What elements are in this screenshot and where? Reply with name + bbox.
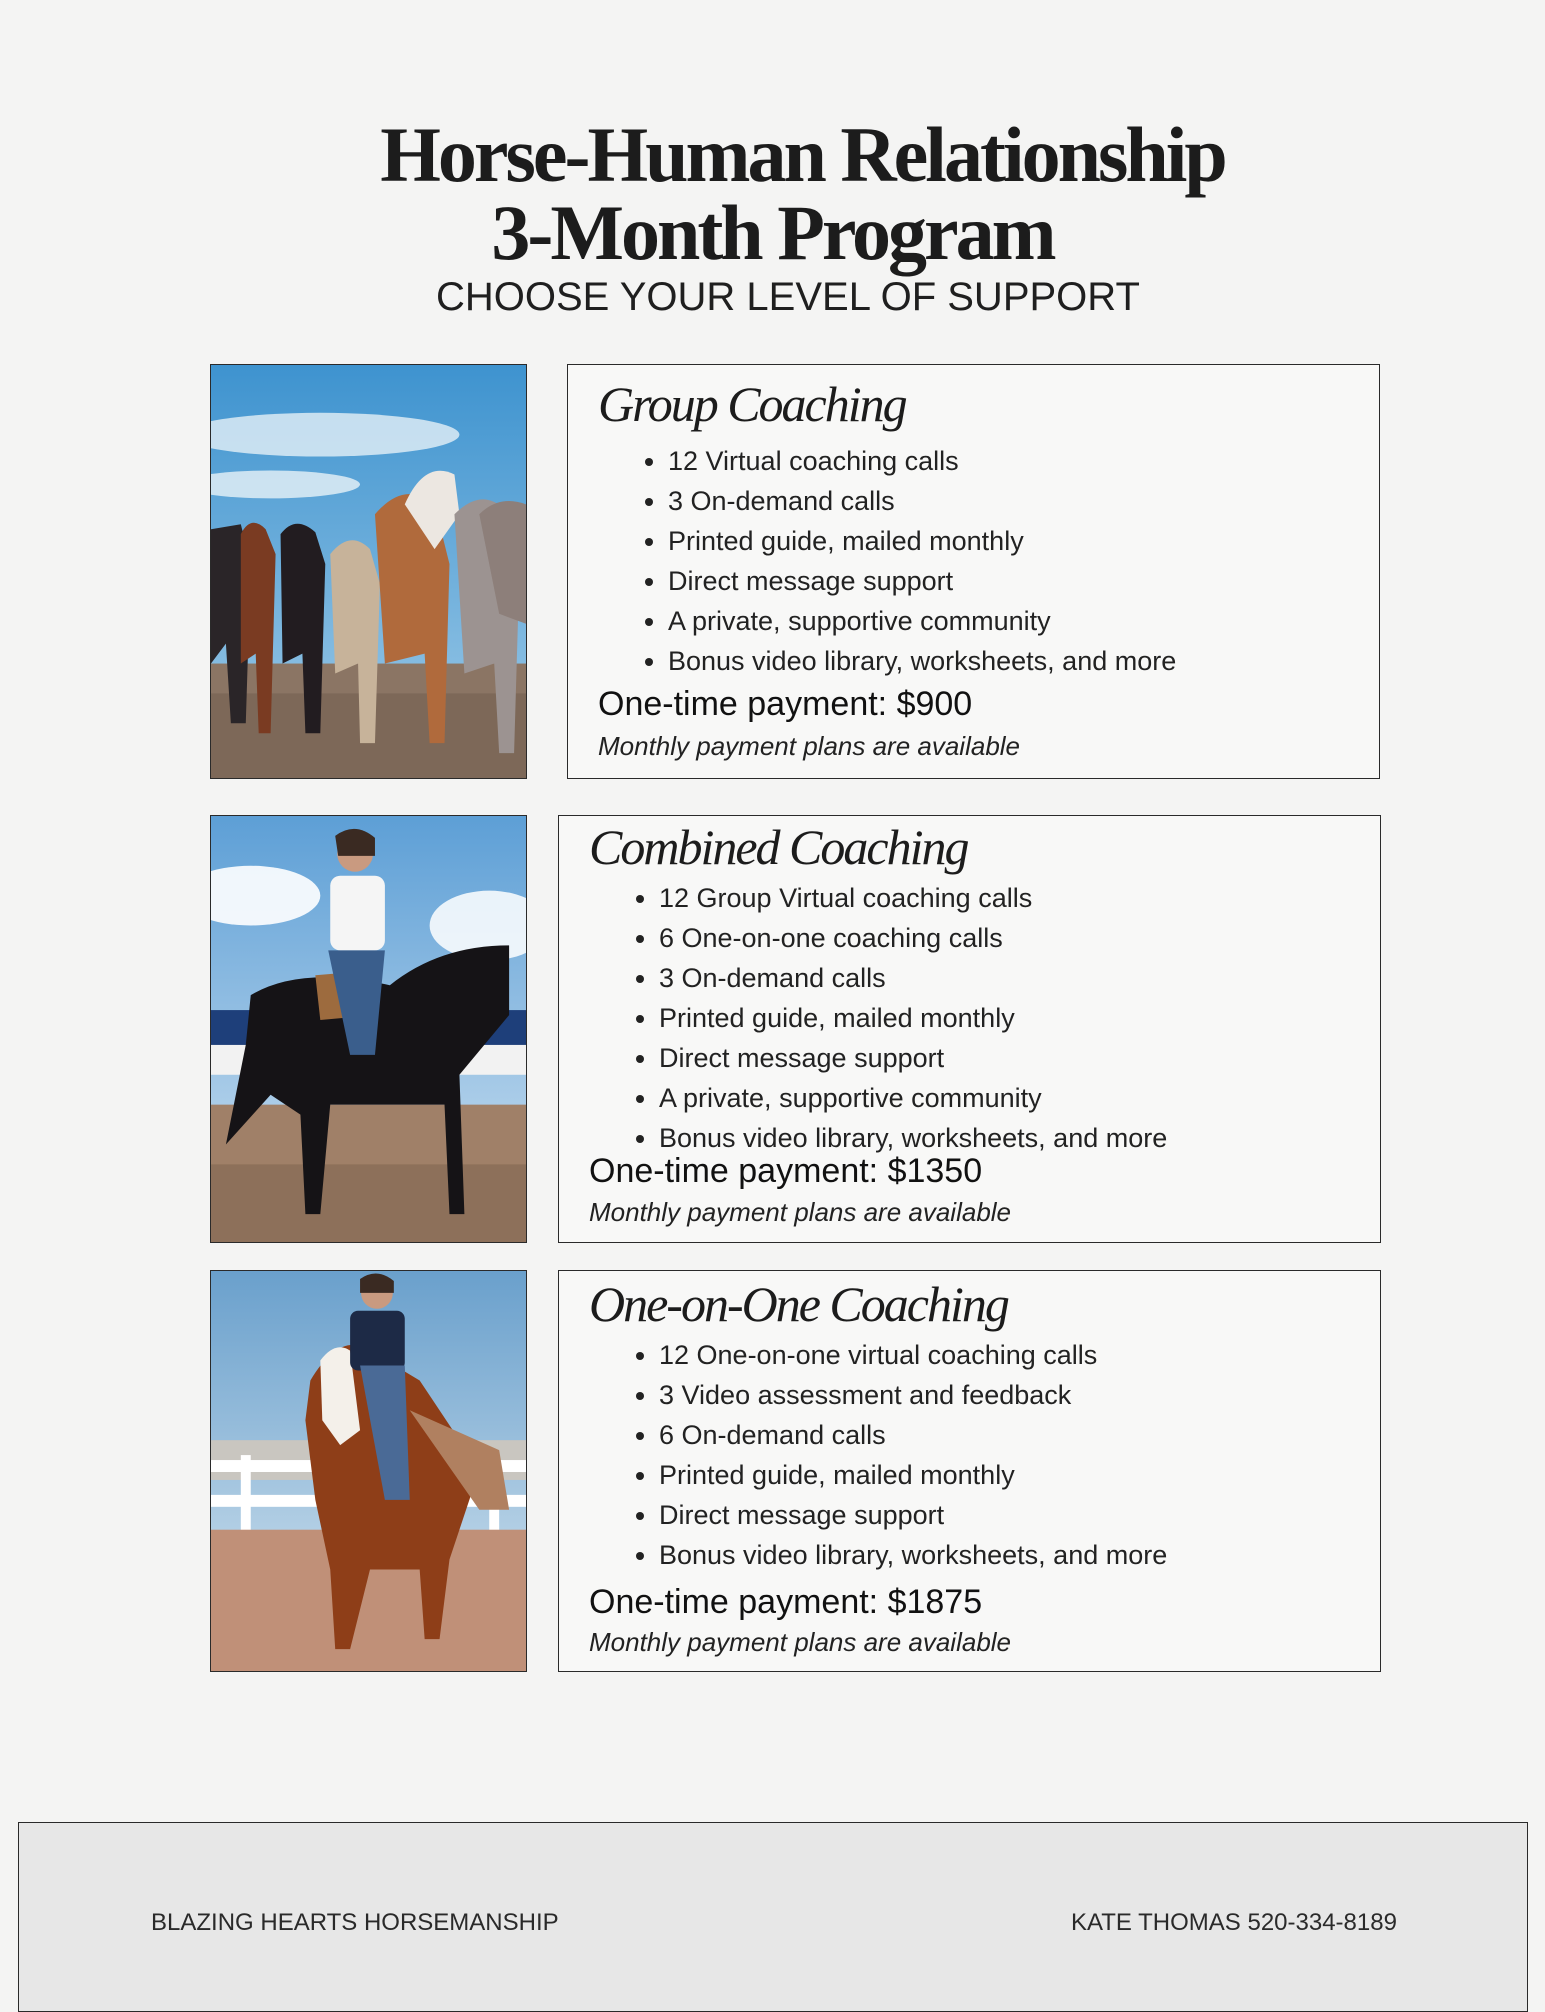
payment-plan-note: Monthly payment plans are available xyxy=(598,731,1021,761)
list-item: • 6 One-on-one coaching calls xyxy=(659,918,1167,958)
list-item: • Bonus video library, worksheets, and more xyxy=(659,1118,1167,1158)
program-card-one-on-one xyxy=(558,1270,1381,1672)
program-title: Group Coaching xyxy=(598,376,906,432)
footer xyxy=(18,1822,1528,2012)
rider-black-horse-photo xyxy=(210,815,527,1243)
list-item: • Printed guide, mailed monthly xyxy=(668,521,1176,561)
list-item: • Bonus video library, worksheets, and more xyxy=(659,1535,1167,1575)
payment-plan-note: Monthly payment plans are available xyxy=(589,1627,1012,1657)
contact-info: KATE THOMAS 520-334-8189 xyxy=(1071,1909,1397,1936)
page-title-line2: 3-Month Program xyxy=(491,189,1054,276)
list-item: • Direct message support xyxy=(668,561,1176,601)
payment-plan-note: Monthly payment plans are available xyxy=(589,1197,1012,1227)
list-item: • 3 Video assessment and feedback xyxy=(659,1375,1167,1415)
price-label: One-time payment: $900 xyxy=(598,685,973,723)
list-item: • A private, supportive community xyxy=(659,1078,1167,1118)
rider-paint-horse-photo xyxy=(210,1270,527,1672)
price-label: One-time payment: $1350 xyxy=(589,1152,983,1190)
group-horses-photo xyxy=(210,364,527,779)
feature-list xyxy=(638,441,1176,681)
program-card-group xyxy=(567,364,1380,779)
list-item: • 6 On-demand calls xyxy=(659,1415,1167,1455)
list-item: • Printed guide, mailed monthly xyxy=(659,1455,1167,1495)
program-title: One-on-One Coaching xyxy=(589,1276,1008,1332)
business-name: BLAZING HEARTS HORSEMANSHIP xyxy=(151,1909,559,1936)
list-item: • Printed guide, mailed monthly xyxy=(659,998,1167,1038)
list-item: • Bonus video library, worksheets, and more xyxy=(668,641,1176,681)
list-item: • 12 One-on-one virtual coaching calls xyxy=(659,1335,1167,1375)
feature-list xyxy=(629,1335,1167,1575)
page-title: Horse-Human Relationship xyxy=(380,111,1225,198)
list-item: • Direct message support xyxy=(659,1495,1167,1535)
list-item: • 12 Group Virtual coaching calls xyxy=(659,878,1167,918)
program-card-combined xyxy=(558,815,1381,1243)
list-item: • 3 On-demand calls xyxy=(659,958,1167,998)
feature-list xyxy=(629,878,1167,1158)
list-item: • 3 On-demand calls xyxy=(668,481,1176,521)
page-subtitle: CHOOSE YOUR LEVEL OF SUPPORT xyxy=(436,275,1140,319)
list-item: • 12 Virtual coaching calls xyxy=(668,441,1176,481)
program-title: Combined Coaching xyxy=(589,819,968,875)
list-item: • Direct message support xyxy=(659,1038,1167,1078)
price-label: One-time payment: $1875 xyxy=(589,1583,983,1621)
list-item: • A private, supportive community xyxy=(668,601,1176,641)
